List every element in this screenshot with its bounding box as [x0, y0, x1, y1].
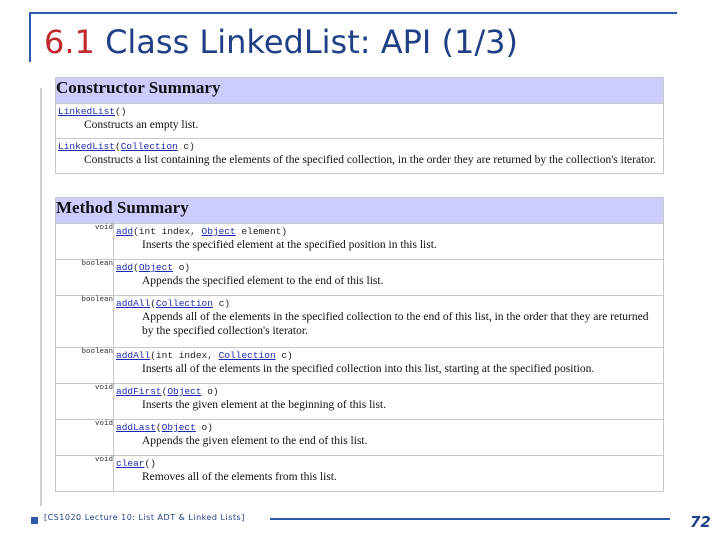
method-return-type: void — [56, 384, 114, 420]
constructor-signature — [56, 104, 663, 118]
method-description: Inserts the given element at the beginning of this list. — [142, 399, 387, 411]
param-type-link[interactable]: Collection — [218, 350, 276, 361]
method-params-close: c) — [212, 298, 231, 309]
slide-title — [44, 20, 518, 64]
method-signature — [114, 456, 663, 470]
title-left-rule — [29, 12, 31, 62]
method-cell — [114, 384, 664, 420]
method-signature — [114, 384, 663, 398]
method-row — [56, 420, 664, 456]
method-signature — [114, 224, 663, 238]
constructor-link[interactable]: LinkedList — [58, 106, 116, 117]
method-row — [56, 348, 664, 384]
title-text: Class LinkedList: API (1/3) — [105, 23, 518, 61]
method-params-close: o) — [173, 262, 191, 273]
method-description: Appends the specified element to the end of this list. — [142, 275, 384, 287]
param-type-link[interactable]: Object — [138, 262, 174, 273]
method-params-open: ( — [161, 386, 168, 397]
method-params-close: c) — [275, 350, 293, 361]
method-params-close: o) — [195, 422, 213, 433]
footer-rule — [270, 518, 670, 520]
method-params-open: (int index, — [133, 226, 202, 237]
method-signature — [114, 260, 663, 274]
method-description: Inserts all of the elements in the specified collection into this list, starting at the specified position. — [142, 363, 595, 375]
constructor-description: Constructs an empty list. — [84, 119, 199, 131]
method-params-open: (int index, — [150, 350, 219, 361]
constructor-cell — [56, 104, 664, 139]
method-link[interactable]: addLast — [116, 422, 156, 433]
method-cell — [114, 296, 664, 348]
method-cell — [114, 348, 664, 384]
method-description: Appends the given element to the end of this list. — [142, 435, 368, 447]
constructor-summary-header: Constructor Summary — [56, 78, 664, 104]
method-row — [56, 456, 664, 492]
method-link[interactable]: clear — [116, 458, 145, 469]
page-number: 72 — [690, 513, 711, 531]
title-top-rule — [29, 12, 677, 14]
method-summary-header-row — [56, 198, 664, 224]
method-params-open: ( — [150, 298, 156, 309]
method-return-type: boolean — [56, 260, 114, 296]
constructor-params-close: c) — [177, 141, 195, 152]
method-signature — [114, 420, 663, 434]
method-description: Removes all of the elements from this list. — [142, 471, 337, 483]
method-summary-table — [55, 197, 664, 492]
method-cell — [114, 260, 664, 296]
method-signature — [114, 296, 663, 310]
method-row — [56, 260, 664, 296]
constructor-row — [56, 139, 664, 174]
param-type-link[interactable]: Object — [161, 422, 196, 433]
method-return-type: void — [56, 420, 114, 456]
method-params: () — [144, 458, 156, 469]
method-signature — [114, 348, 663, 362]
constructor-cell — [56, 139, 664, 174]
screenshot-left-edge — [40, 88, 42, 506]
method-link[interactable]: add — [116, 262, 134, 273]
constructor-description: Constructs a list containing the elements of the specified collection, in the order they are returned by the collection's iterator. — [84, 154, 657, 166]
footer-bullet — [31, 517, 38, 524]
constructor-params: () — [115, 106, 127, 117]
method-cell — [114, 224, 664, 260]
method-row — [56, 296, 664, 348]
method-row — [56, 384, 664, 420]
constructor-signature — [56, 139, 663, 153]
param-type-link[interactable]: Object — [167, 386, 202, 397]
method-description: Appends all of the elements in the specified collection to the end of this list, in the order that they are returned by the specified collection's iterator. — [142, 311, 649, 337]
method-params-close: element) — [235, 226, 288, 237]
method-cell — [114, 456, 664, 492]
param-type-link[interactable]: Collection — [155, 298, 213, 309]
method-description: Inserts the specified element at the specified position in this list. — [142, 239, 437, 251]
method-link[interactable]: addAll — [116, 298, 151, 309]
footer-caption: [CS1020 Lecture 10: List ADT & Linked Lists] — [44, 513, 245, 522]
param-type-link[interactable]: Collection — [120, 141, 178, 152]
method-params-open: ( — [133, 262, 139, 273]
method-return-type: boolean — [56, 348, 114, 384]
constructor-summary-header-row — [56, 78, 664, 104]
method-link[interactable]: addFirst — [116, 386, 162, 397]
constructor-summary-table — [55, 77, 664, 174]
param-type-link[interactable]: Object — [201, 226, 236, 237]
title-section-number: 6.1 — [44, 23, 95, 61]
method-params-close: o) — [201, 386, 219, 397]
constructor-row — [56, 104, 664, 139]
method-return-type: boolean — [56, 296, 114, 348]
method-link[interactable]: addAll — [116, 350, 151, 361]
method-row — [56, 224, 664, 260]
method-link[interactable]: add — [116, 226, 134, 237]
method-summary-header: Method Summary — [56, 198, 664, 224]
method-cell — [114, 420, 664, 456]
constructor-params-open: ( — [115, 141, 121, 152]
method-return-type: void — [56, 456, 114, 492]
method-params-open: ( — [155, 422, 162, 433]
constructor-link[interactable]: LinkedList — [58, 141, 116, 152]
method-return-type: void — [56, 224, 114, 260]
